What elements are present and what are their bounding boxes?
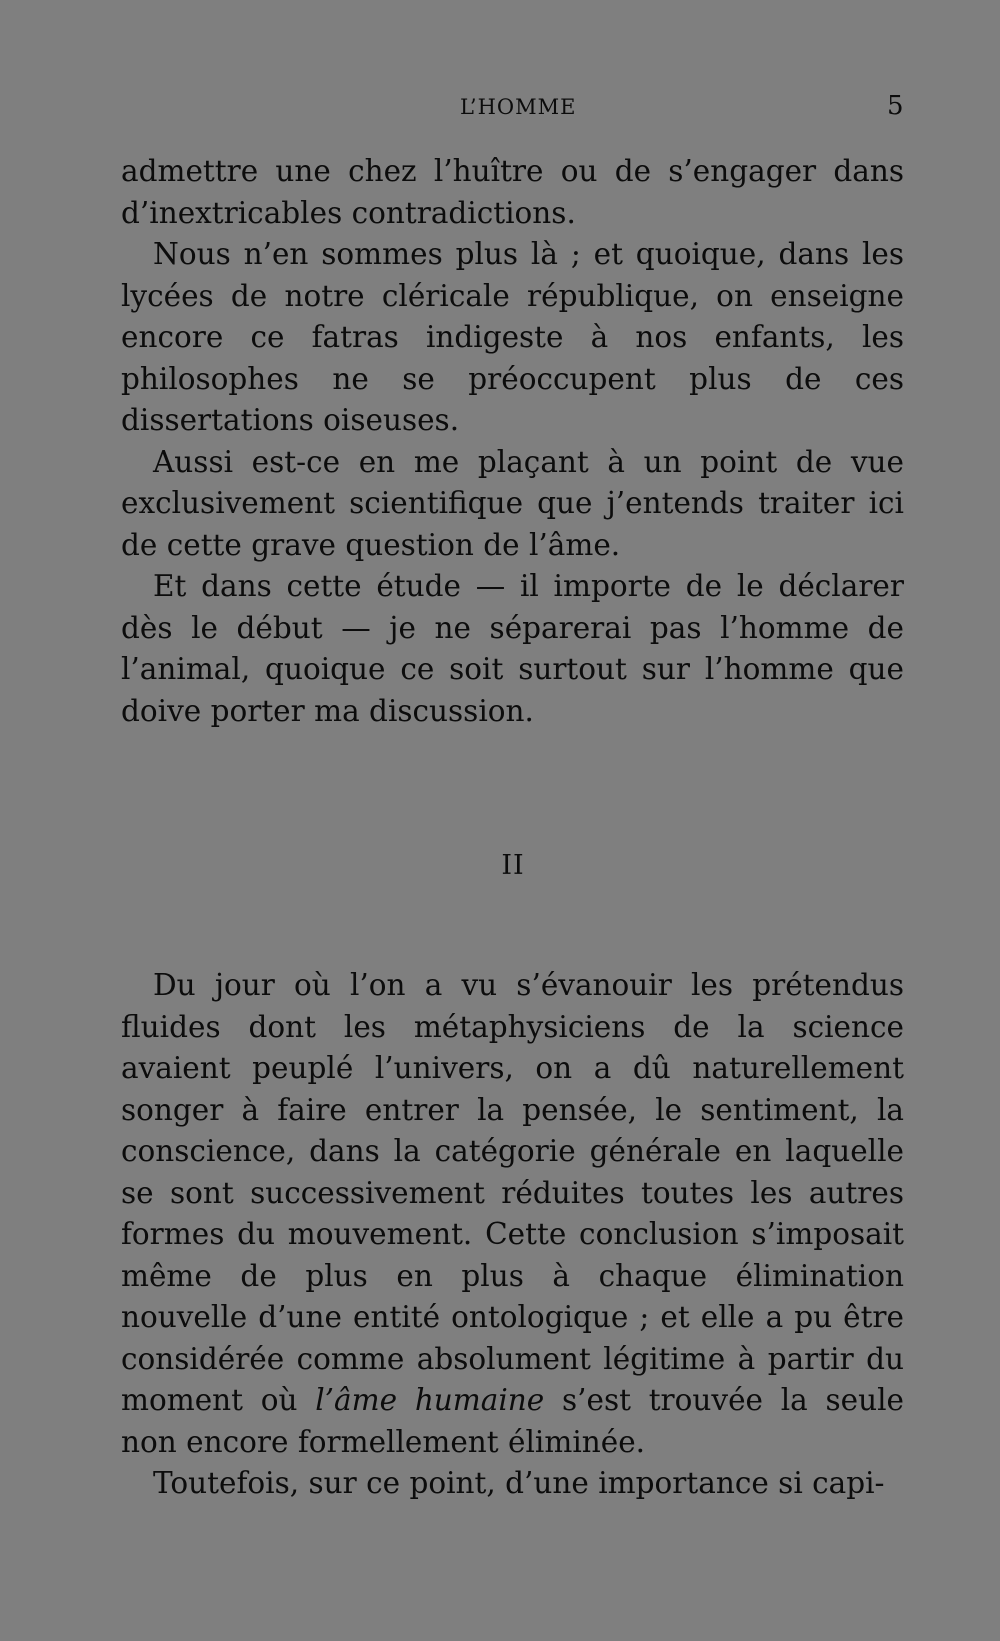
section-one-text: [121, 151, 904, 732]
page-number: 5: [887, 91, 904, 121]
running-title: L’HOMME: [460, 95, 577, 119]
paragraph: Aussi est-ce en me plaçant à un point de vue exclusivement scientifique que j’entends traiter ici de cette grave question de l’âme.: [121, 444, 904, 562]
paragraph: [121, 965, 904, 1463]
paragraph: Nous n’en sommes plus là ; et quoique, dans les lycées de notre cléricale république, on enseigne encore ce fatras indigeste à nos enfants, les philosophes ne se préoccupent plus de ces dissertations oiseuses.: [121, 237, 904, 437]
paragraph-text: s’est trouvée la seule non encore formellement éliminée.: [121, 1383, 904, 1459]
paragraph-continuation: admettre une chez l’huître ou de s’engager dans d’inextricables contradictions.: [121, 154, 904, 230]
italic-phrase: l’âme humaine: [315, 1383, 545, 1417]
paragraph-text: Du jour où l’on a vu s’évanouir les prétendus fluides dont les métaphysiciens de la science avaient peuplé l’univers, on a dû naturellement songer à faire entrer la pensée, le sentiment, la conscience, dans la catégorie générale en laquelle se sont successivement réduites toutes les autres formes du mouvement. Cette conclusion s’imposait même de plus en plus à chaque élimination nouvelle d’une entité ontologique ; et elle a pu être considérée comme absolument légitime à partir du moment où: [121, 968, 904, 1417]
paragraph: Toutefois, sur ce point, d’une importance si capi-: [153, 1466, 885, 1500]
section-two-text: [121, 965, 904, 1505]
paragraph: Et dans cette étude — il importe de le déclarer dès le début — je ne séparerai pas l’homme de l’animal, quoique ce soit surtout sur l’homme que doive porter ma discussion.: [121, 569, 904, 728]
section-heading: II: [501, 850, 525, 881]
running-head: [0, 91, 1000, 131]
